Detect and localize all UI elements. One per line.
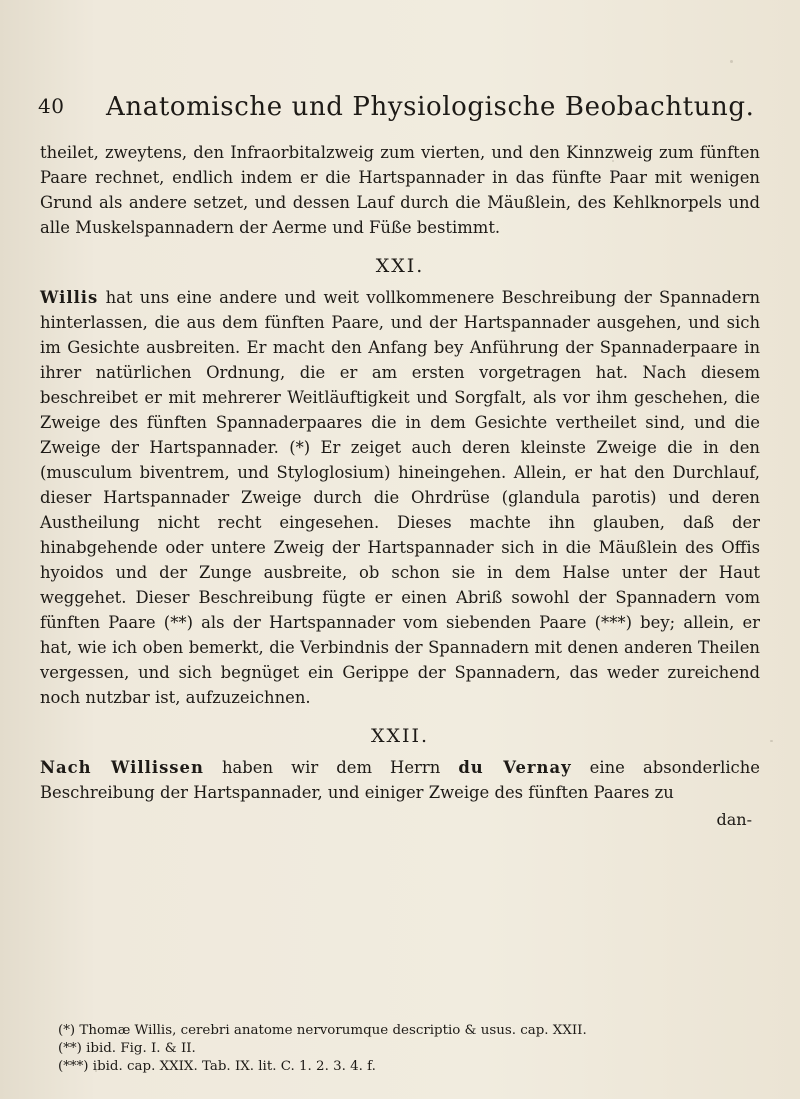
page-title: Anatomische und Physiologische Beobachtung. [106, 92, 755, 122]
footnote-1: (*) Thomæ Willis, cerebri anatome nervorumque descriptio & usus. cap. XXII. [58, 1023, 587, 1038]
footnotes [58, 1022, 758, 1076]
paper-speck [612, 160, 614, 162]
author-name-du-vernay: du Vernay [458, 758, 572, 777]
body-text [40, 140, 760, 832]
paragraph-1: theilet, zweytens, den Infraorbitalzweig zum vierten, und den Kinnzweig zum fünften Paare rechnet, endlich indem er die Hartspannader in das fünfte Paar mit wenigen Grund als andere setzet, und dessen Lauf durch die Mäußlein, des Kehlknorpels und alle Muskelspannadern der Aerme und Füße bestimmt. [40, 143, 760, 237]
footnote-3: (***) ibid. cap. XXIX. Tab. IX. lit. C. 1. 2. 3. 4. f. [58, 1059, 376, 1074]
paragraph-3-text: eine absonderliche Beschreibung der Hartspannader, und einiger Zweige des fünften Paares zu [40, 758, 760, 802]
paper-speck [770, 740, 773, 742]
paper-speck [730, 60, 733, 63]
running-head [38, 94, 758, 134]
paragraph-3-mid: haben wir dem Herrn [203, 758, 459, 777]
section-number-xxii: XXII. [370, 725, 430, 747]
footnote-2: (**) ibid. Fig. I. & II. [58, 1041, 196, 1056]
paragraph-3 [40, 755, 760, 805]
author-name-willis: Willis [40, 288, 99, 307]
paragraph-2-text: hat uns eine andere und weit vollkommenere Beschreibung der Spannadern hinterlassen, die aus dem fünften Paare, und der Hartspannader ausgehen, und sich im Gesichte ausbreiten. Er macht den Anfang bey Anführung der Spannaderpaare in ihrer natürlichen Ordnung, die er am ersten vorgetragen hat. Nach diesem beschreibet er mit mehrerer Weitläuftigkeit und Sorgfalt, als vor ihm geschehen, die Zweige des fünften Spannaderpaares die in dem Gesichte vertheilet sind, und die Zweige der Hartspannader. (*) Er zeiget auch deren kleinste Zweige die in den (musculum biventrem, und Styloglosium) hineingehen. Allein, er hat den Durchlauf, dieser Hartspannader Zweige durch die Ohrdrüse (glandula parotis) und deren Austheilung nicht recht eingesehen. Dieses machte ihn glauben, daß der hinabgehende oder untere Zweig der Hartspannader sich in die Mäußlein des Offis hyoidos und der Zunge ausbreite, ob schon sie in dem Halse unter der Haut weggehet. Dieser Beschreibung fügte er einen Abriß sowohl der Spannadern vom fünften Paare (**) als der Hartspannader vom siebenden Paare (***) bey; allein, er hat, wie ich oben bemerkt, die Verbindnis der Spannadern mit denen anderen Theilen vergessen, und sich begnüget ein Gerippe der Spannadern, das weder zureichend noch nutzbar ist, aufzuzeichnen. [40, 288, 760, 707]
paper-speck [95, 1070, 97, 1072]
author-name-willissen: Nach Willissen [40, 758, 204, 777]
page-number: 40 [38, 94, 65, 118]
catchword: dan- [716, 810, 752, 829]
section-number-xxi: XXI. [375, 255, 425, 277]
paragraph-2 [40, 285, 760, 710]
